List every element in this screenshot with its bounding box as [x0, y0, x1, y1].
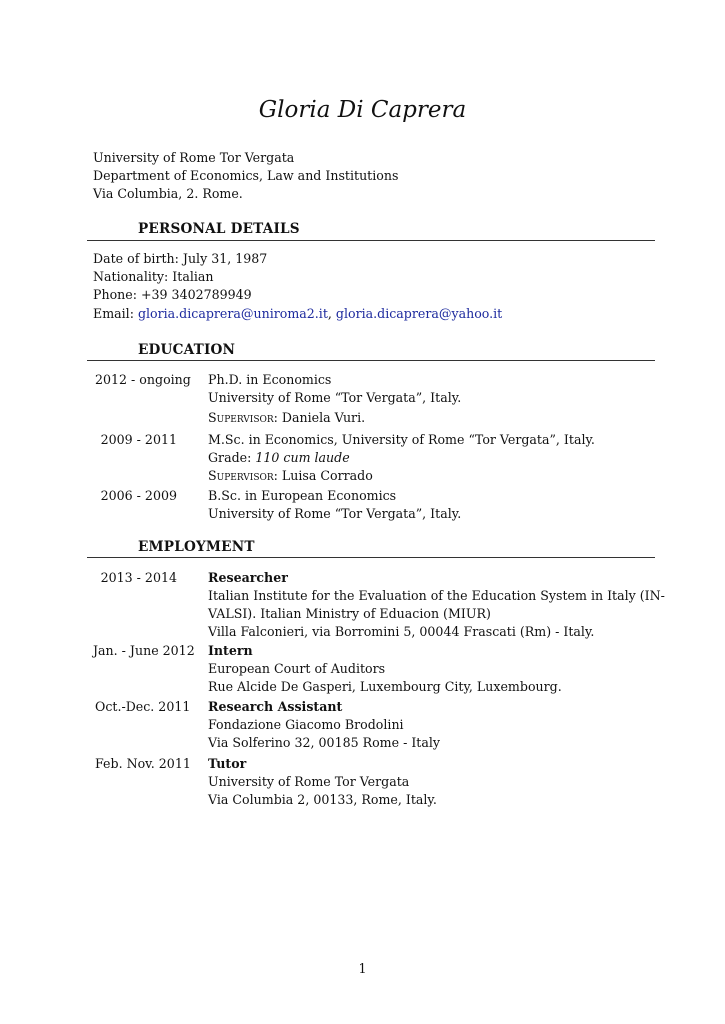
- job-title: Tutor: [208, 756, 247, 771]
- employment-date: 2013 - 2014: [100, 570, 177, 585]
- job-title: Research Assistant: [208, 699, 343, 714]
- job-detail: VALSI). Italian Ministry of Eduacion (MIUR): [208, 606, 491, 621]
- employment-date: Feb. Nov. 2011: [95, 756, 191, 771]
- address-line: Department of Economics, Law and Institutions: [93, 168, 399, 183]
- section-heading-employment: EMPLOYMENT: [138, 539, 255, 555]
- education-entry: [208, 431, 656, 485]
- education-date: 2009 - 2011: [100, 432, 177, 447]
- education-entry: [208, 487, 656, 523]
- institution: University of Rome “Tor Vergata”, Italy.: [208, 390, 462, 405]
- education-date: 2006 - 2009: [100, 488, 177, 503]
- name-title: Gloria Di Caprera: [258, 97, 467, 123]
- job-detail: Via Columbia 2, 00133, Rome, Italy.: [208, 792, 437, 807]
- degree: B.Sc. in European Economics: [208, 488, 397, 503]
- supervisor-line: [208, 409, 656, 427]
- education-date: 2012 - ongoing: [95, 372, 191, 387]
- education-entry: [208, 371, 656, 427]
- employment-entry: [208, 698, 656, 752]
- phone: Phone: +39 3402789949: [93, 287, 252, 302]
- section-rule: [87, 240, 655, 241]
- job-detail: Fondazione Giacomo Brodolini: [208, 717, 404, 732]
- employment-entry: [208, 642, 656, 696]
- email-label: Email:: [93, 306, 138, 321]
- section-heading-personal: PERSONAL DETAILS: [138, 221, 300, 237]
- supervisor-label: Supervisor: [208, 468, 274, 483]
- job-detail: Villa Falconieri, via Borromini 5, 00044 Frascati (Rm) - Italy.: [208, 624, 595, 639]
- section-heading-education: EDUCATION: [138, 342, 236, 358]
- job-detail: European Court of Auditors: [208, 661, 386, 676]
- nationality: Nationality: Italian: [93, 269, 214, 284]
- email-link-uniroma[interactable]: gloria.dicaprera@uniroma2.it: [137, 306, 328, 321]
- institution: University of Rome “Tor Vergata”, Italy.: [208, 506, 462, 521]
- employment-date: Oct.-Dec. 2011: [95, 699, 191, 714]
- email-separator: ,: [327, 306, 336, 321]
- supervisor-name: : Daniela Vuri.: [273, 410, 366, 425]
- email-line: [93, 305, 502, 323]
- section-rule: [87, 360, 655, 361]
- employment-entry: [208, 755, 656, 809]
- email-link-yahoo[interactable]: gloria.dicaprera@yahoo.it: [335, 306, 503, 321]
- employment-date: Jan. - June 2012: [93, 643, 195, 658]
- grade-label: Grade:: [208, 450, 256, 465]
- job-detail: Via Solferino 32, 00185 Rome - Italy: [208, 735, 441, 750]
- section-rule: [87, 557, 655, 558]
- degree: Ph.D. in Economics: [208, 372, 332, 387]
- page-number: 1: [358, 961, 367, 976]
- employment-entry: [208, 569, 665, 641]
- address-line: Via Columbia, 2. Rome.: [93, 186, 243, 201]
- job-detail: Italian Institute for the Evaluation of the Education System in Italy (IN-: [208, 588, 665, 603]
- grade-value: 110 cum laude: [255, 450, 350, 465]
- degree: M.Sc. in Economics, University of Rome “Tor Vergata”, Italy.: [208, 432, 595, 447]
- job-detail: Rue Alcide De Gasperi, Luxembourg City, Luxembourg.: [208, 679, 562, 694]
- address-line: University of Rome Tor Vergata: [93, 150, 295, 165]
- grade-line: [208, 449, 656, 467]
- supervisor-name: : Luisa Corrado: [273, 468, 373, 483]
- job-title: Researcher: [208, 570, 288, 585]
- job-detail: University of Rome Tor Vergata: [208, 774, 410, 789]
- dob: Date of birth: July 31, 1987: [93, 251, 268, 266]
- supervisor-line: [208, 467, 656, 485]
- supervisor-label: Supervisor: [208, 410, 274, 425]
- job-title: Intern: [208, 643, 253, 658]
